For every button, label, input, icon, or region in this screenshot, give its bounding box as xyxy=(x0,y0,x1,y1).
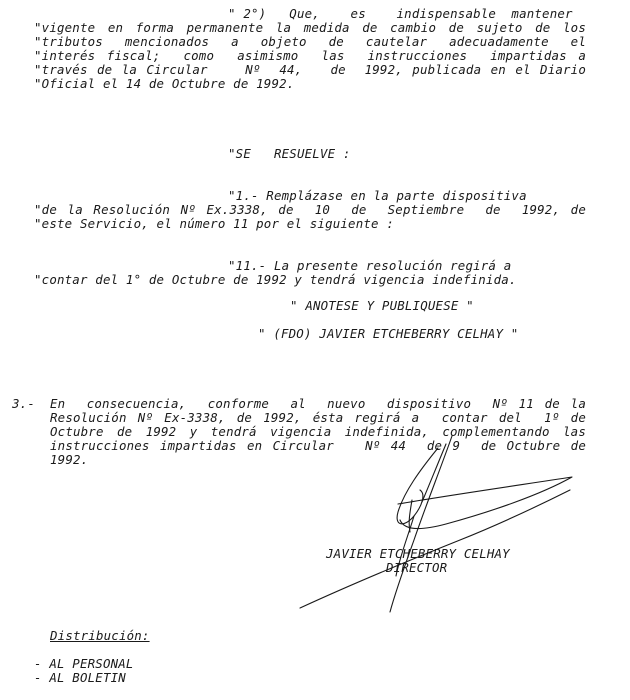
considerando-2-line-2: "vigente en forma permanente la medida de cambio de sujeto de los xyxy=(34,20,586,35)
distribucion-item-personal: - AL PERSONAL xyxy=(34,656,134,671)
anotese-publiquese: " ANOTESE Y PUBLIQUESE " xyxy=(290,298,474,313)
considerando-2-line-6: "Oficial el 14 de Octubre de 1992. xyxy=(34,76,295,91)
punto-1-line-2: "de la Resolución Nº Ex.3338, de 10 de Septiembre de 1992, de xyxy=(34,202,586,217)
considerando-2-line-4: "interés fiscal; como asimismo las instrucciones impartidas a xyxy=(34,48,586,63)
punto-1-line-1: "1.- Remplázase en la parte dispositiva xyxy=(228,188,527,203)
punto-3-line-2: Resolución Nº Ex-3338, de 1992, ésta regirá a contar del 1º de xyxy=(50,410,586,425)
considerando-2-line-3: "tributos mencionados a objeto de cautelar adecuadamente el xyxy=(34,34,586,49)
signatory-name: JAVIER ETCHEBERRY CELHAY xyxy=(326,546,510,561)
punto-3-number: 3.- xyxy=(12,396,35,411)
punto-3-line-1: En consecuencia, conforme al nuevo dispositivo Nº 11 de la xyxy=(50,396,586,411)
punto-1-line-3: "este Servicio, el número 11 por el siguiente : xyxy=(34,216,395,231)
considerando-2-line-1: " 2°) Que, es indispensable mantener xyxy=(228,6,573,21)
distribucion-item-boletin: - AL BOLETIN xyxy=(34,670,126,685)
fdo-signature-line: " (FDO) JAVIER ETCHEBERRY CELHAY " xyxy=(258,326,519,341)
distribucion-heading: Distribución: xyxy=(50,628,150,643)
punto-3-line-3: Octubre de 1992 y tendrá vigencia indefinida, complementando las xyxy=(50,424,586,439)
considerando-2-line-5: "través de la Circular Nº 44, de 1992, publicada en el Diario xyxy=(34,62,586,77)
punto-11-line-1: "11.- La presente resolución regirá a xyxy=(228,258,512,273)
signatory-title: DIRECTOR xyxy=(386,560,448,575)
punto-11-line-2: "contar del 1° de Octubre de 1992 y tendrá vigencia indefinida. xyxy=(34,272,517,287)
se-resuelve-heading: "SE RESUELVE : xyxy=(228,146,351,161)
punto-3-line-5: 1992. xyxy=(50,452,89,467)
punto-3-line-4: instrucciones impartidas en Circular Nº 44 de 9 de Octubre de xyxy=(50,438,586,453)
